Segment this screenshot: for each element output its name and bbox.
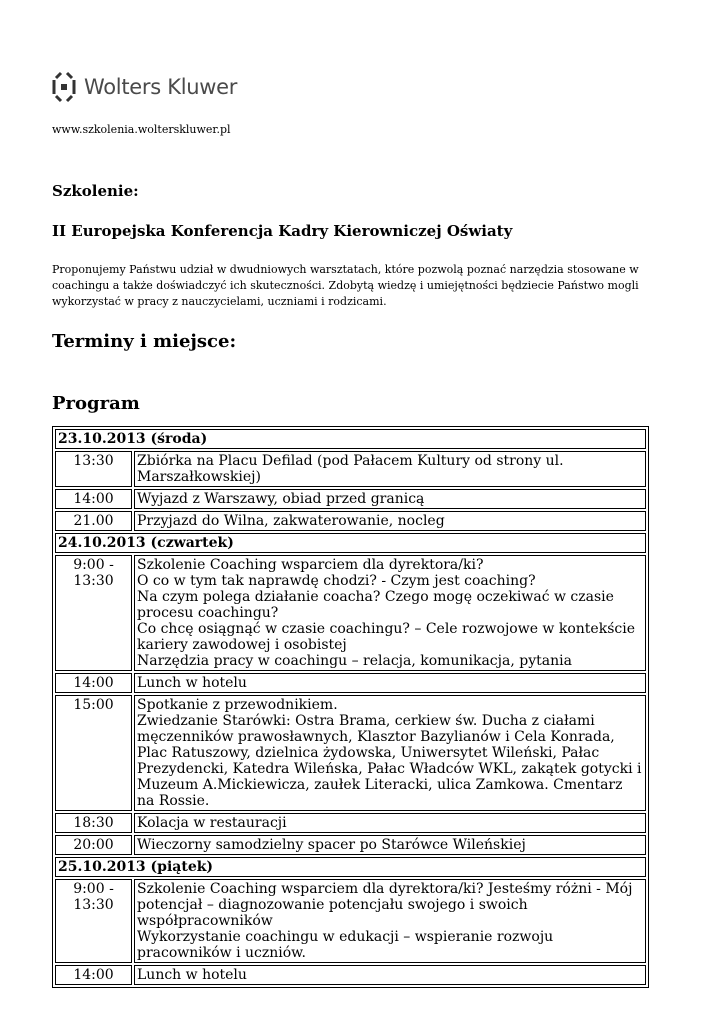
program-description-line: Przyjazd do Wilna, zakwaterowanie, nocleg [137, 513, 445, 529]
program-description-line: Wyjazd z Warszawy, obiad przed granicą [137, 491, 425, 507]
program-description-line: Na czym polega działanie coacha? Czego mogę oczekiwać w czasie procesu coachingu? [137, 589, 614, 621]
intro-paragraph: Proponujemy Państwu udział w dwudniowych warsztatach, które pozwolą poznać narzędzia stosowane w coachingu a także doświadczyć ich skuteczności. Zdobytą wiedzę i umiejętności będziecie Państwo mogli wykorzystać w pracy z nauczycielami, uczniami i rodzicami. [52, 263, 639, 308]
program-description [134, 451, 646, 487]
program-time: 9:00 - 13:30 [55, 879, 132, 963]
program-description [134, 835, 646, 855]
day-header-row [55, 857, 646, 877]
program-row [55, 489, 646, 509]
program-row [55, 673, 646, 693]
program-description-line: Wykorzystanie coachingu w edukacji – wspieranie rozwoju pracowników i uczniów. [137, 929, 554, 961]
training-title: II Europejska Konferencja Kadry Kierowniczej Oświaty [52, 222, 513, 240]
website-url[interactable]: www.szkolenia.wolterskluwer.pl [52, 123, 231, 136]
day-header-row [55, 429, 646, 449]
program-time: 13:30 [55, 451, 132, 487]
program-description-line: O co w tym tak naprawdę chodzi? - Czym jest coaching? [137, 573, 536, 589]
program-row [55, 695, 646, 811]
program-description-line: Zbiórka na Placu Defilad (pod Pałacem Kultury od strony ul. Marszałkowskiej) [137, 453, 564, 485]
program-description [134, 695, 646, 811]
program-time: 20:00 [55, 835, 132, 855]
program-time: 15:00 [55, 695, 132, 811]
logo-text: Wolters Kluwer [84, 75, 238, 99]
program-description-line: Spotkanie z przewodnikiem. [137, 697, 338, 713]
program-description [134, 813, 646, 833]
program-time: 18:30 [55, 813, 132, 833]
program-description [134, 489, 646, 509]
program-row [55, 965, 646, 985]
program-time: 21.00 [55, 511, 132, 531]
program-row [55, 511, 646, 531]
program-row [55, 813, 646, 833]
heading-terminy: Terminy i miejsce: [52, 331, 237, 352]
program-description-line: Kolacja w restauracji [137, 815, 287, 831]
program-description-line: Szkolenie Coaching wsparciem dla dyrektora/ki? Jesteśmy różni - Mój potencjał – diagnozowanie potencjału swojego i swoich współpracowników [137, 881, 633, 929]
program-description-line: Co chcę osiągnąć w czasie coachingu? – Cele rozwojowe w kontekście kariery zawodowej i osobistej [137, 621, 635, 653]
program-table [52, 426, 649, 988]
program-description-line: Szkolenie Coaching wsparciem dla dyrektora/ki? [137, 557, 484, 573]
day-header: 25.10.2013 (piątek) [55, 857, 646, 877]
program-description-line: Zwiedzanie Starówki: Ostra Brama, cerkiew św. Ducha z ciałami męczenników prawosławnych, Klasztor Bazylianów i Cela Konrada, Plac Ratuszowy, dzielnica żydowska, Uniwersytet Wileński, Pałac Prezydencki, Katedra Wileńska, Pałac Władców WKL, zakątek gotycki i Muzeum A.Mickiewicza, zaułek Literacki, ulica Zamkowa. Cmentarz na Rossie. [137, 713, 642, 809]
day-header: 24.10.2013 (czwartek) [55, 533, 646, 553]
program-section [52, 426, 649, 983]
program-row [55, 555, 646, 671]
program-row [55, 879, 646, 963]
program-time: 14:00 [55, 489, 132, 509]
heading-szkolenie: Szkolenie: [52, 182, 139, 200]
program-description-line: Wieczorny samodzielny spacer po Starówce Wileńskiej [137, 837, 526, 853]
program-time: 14:00 [55, 965, 132, 985]
program-description [134, 511, 646, 531]
program-description [134, 673, 646, 693]
program-description-line: Lunch w hotelu [137, 967, 247, 983]
day-header: 23.10.2013 (środa) [55, 429, 646, 449]
day-header-row [55, 533, 646, 553]
program-description [134, 879, 646, 963]
program-time: 14:00 [55, 673, 132, 693]
program-time: 9:00 - 13:30 [55, 555, 132, 671]
program-description [134, 965, 646, 985]
wolters-kluwer-logo-icon [52, 72, 76, 102]
program-description-line: Lunch w hotelu [137, 675, 247, 691]
program-description [134, 555, 646, 671]
heading-program: Program [52, 393, 140, 414]
program-description-line: Narzędzia pracy w coachingu – relacja, komunikacja, pytania [137, 653, 572, 669]
program-row [55, 835, 646, 855]
logo [52, 71, 237, 103]
program-row [55, 451, 646, 487]
